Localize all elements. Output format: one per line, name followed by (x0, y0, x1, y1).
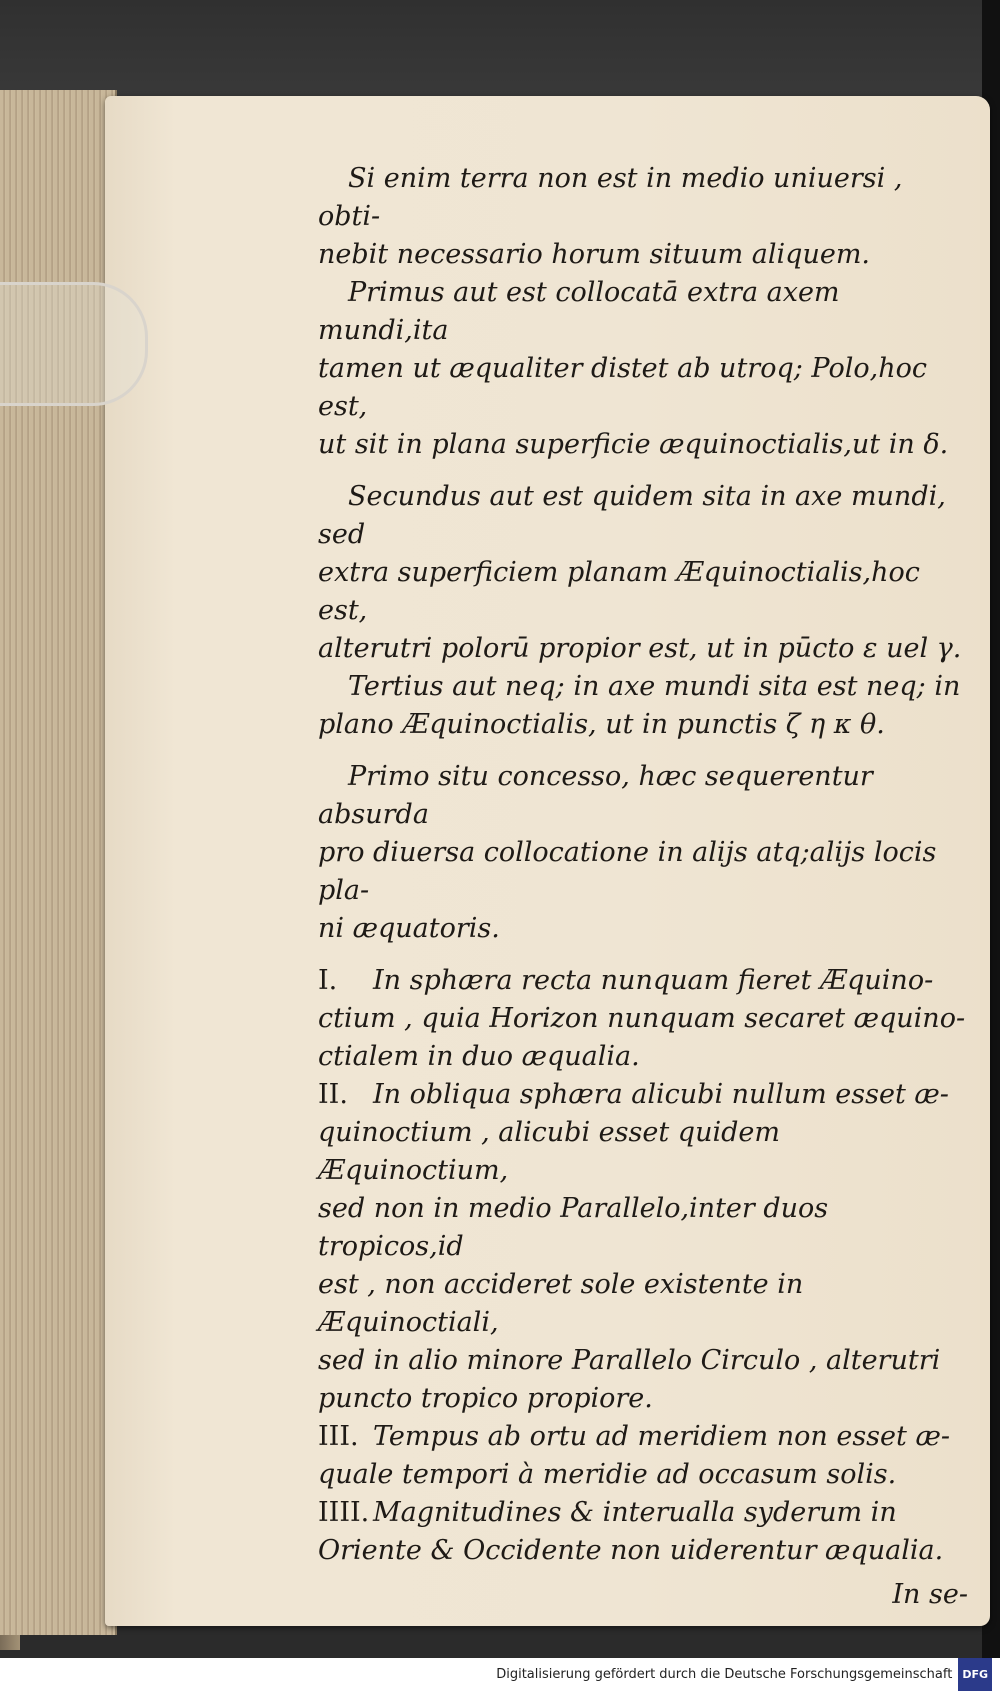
text-line: extra superficiem planam Æquinoctialis,hoc est, (318, 557, 920, 626)
catchword: In se- (892, 1579, 968, 1610)
text-line: puncto tropico propiore. (318, 1383, 653, 1414)
text-line: ni æquatoris. (318, 913, 500, 944)
footer-text: Digitalisierung gefördert durch die Deutsche Forschungsgemeinschaft (496, 1667, 953, 1682)
dfg-logo: DFG (958, 1658, 992, 1691)
text-line: ctialem in duo æqualia. (318, 1041, 640, 1072)
item-number: IIII. (318, 1497, 370, 1528)
numbered-item (318, 1076, 968, 1418)
text-line: In sphæra recta nunquam fieret Æquino- (373, 965, 934, 996)
text-line: quinoctium , alicubi esset quidem Æquinoctium, (318, 1117, 780, 1186)
text-line: alterutri polorū propior est, ut in pūcto ε uel γ. (318, 633, 962, 664)
text-line: ctium , quia Horizon nunquam secaret æquino- (318, 1003, 966, 1034)
text-line: Tertius aut neq; in axe mundi sita est neq; in (348, 671, 961, 702)
text-line: Tempus ab ortu ad meridiem non esset æ- (373, 1421, 950, 1452)
text-line: nebit necessario horum situum aliquem. (318, 239, 871, 270)
text-line: Si enim terra non est in medio uniuersi , obti- (318, 163, 903, 232)
text-line: quale tempori à meridie ad occasum solis. (318, 1459, 897, 1490)
numbered-item (318, 1494, 968, 1570)
page-text (318, 160, 968, 1614)
page-clip (0, 282, 148, 406)
text-line: Magnitudines & interualla syderum in (373, 1497, 897, 1528)
text-line: pro diuersa collocatione in alijs atq;alijs locis pla- (318, 837, 937, 906)
numbered-item (318, 962, 968, 1076)
item-number: I. (318, 965, 338, 996)
text-line: Secundus aut est quidem sita in axe mundi, sed (318, 481, 946, 550)
desk-background (0, 0, 1000, 110)
item-number: III. (318, 1421, 359, 1452)
text-line: In obliqua sphæra alicubi nullum esset æ- (373, 1079, 949, 1110)
item-number: II. (318, 1079, 348, 1110)
text-line: sed in alio minore Parallelo Circulo , alterutri (318, 1345, 941, 1376)
text-line: Primo situ concesso, hæc sequerentur absurda (318, 761, 873, 830)
text-line: tamen ut æqualiter distet ab utroq; Polo,hoc est, (318, 353, 927, 422)
text-line: plano Æquinoctialis, ut in punctis ζ η κ θ. (318, 709, 885, 740)
text-line: Oriente & Occidente non uiderentur æqualia. (318, 1535, 944, 1566)
numbered-item (318, 1418, 968, 1494)
footer-credit (0, 1658, 1000, 1689)
text-line: Primus aut est collocatā extra axem mundi,ita (318, 277, 840, 346)
text-line: est , non accideret sole existente in Æquinoctiali, (318, 1269, 804, 1338)
text-line: ut sit in plana superficie æquinoctialis,ut in δ. (318, 429, 949, 460)
text-line: sed non in medio Parallelo,inter duos tropicos,id (318, 1193, 829, 1262)
